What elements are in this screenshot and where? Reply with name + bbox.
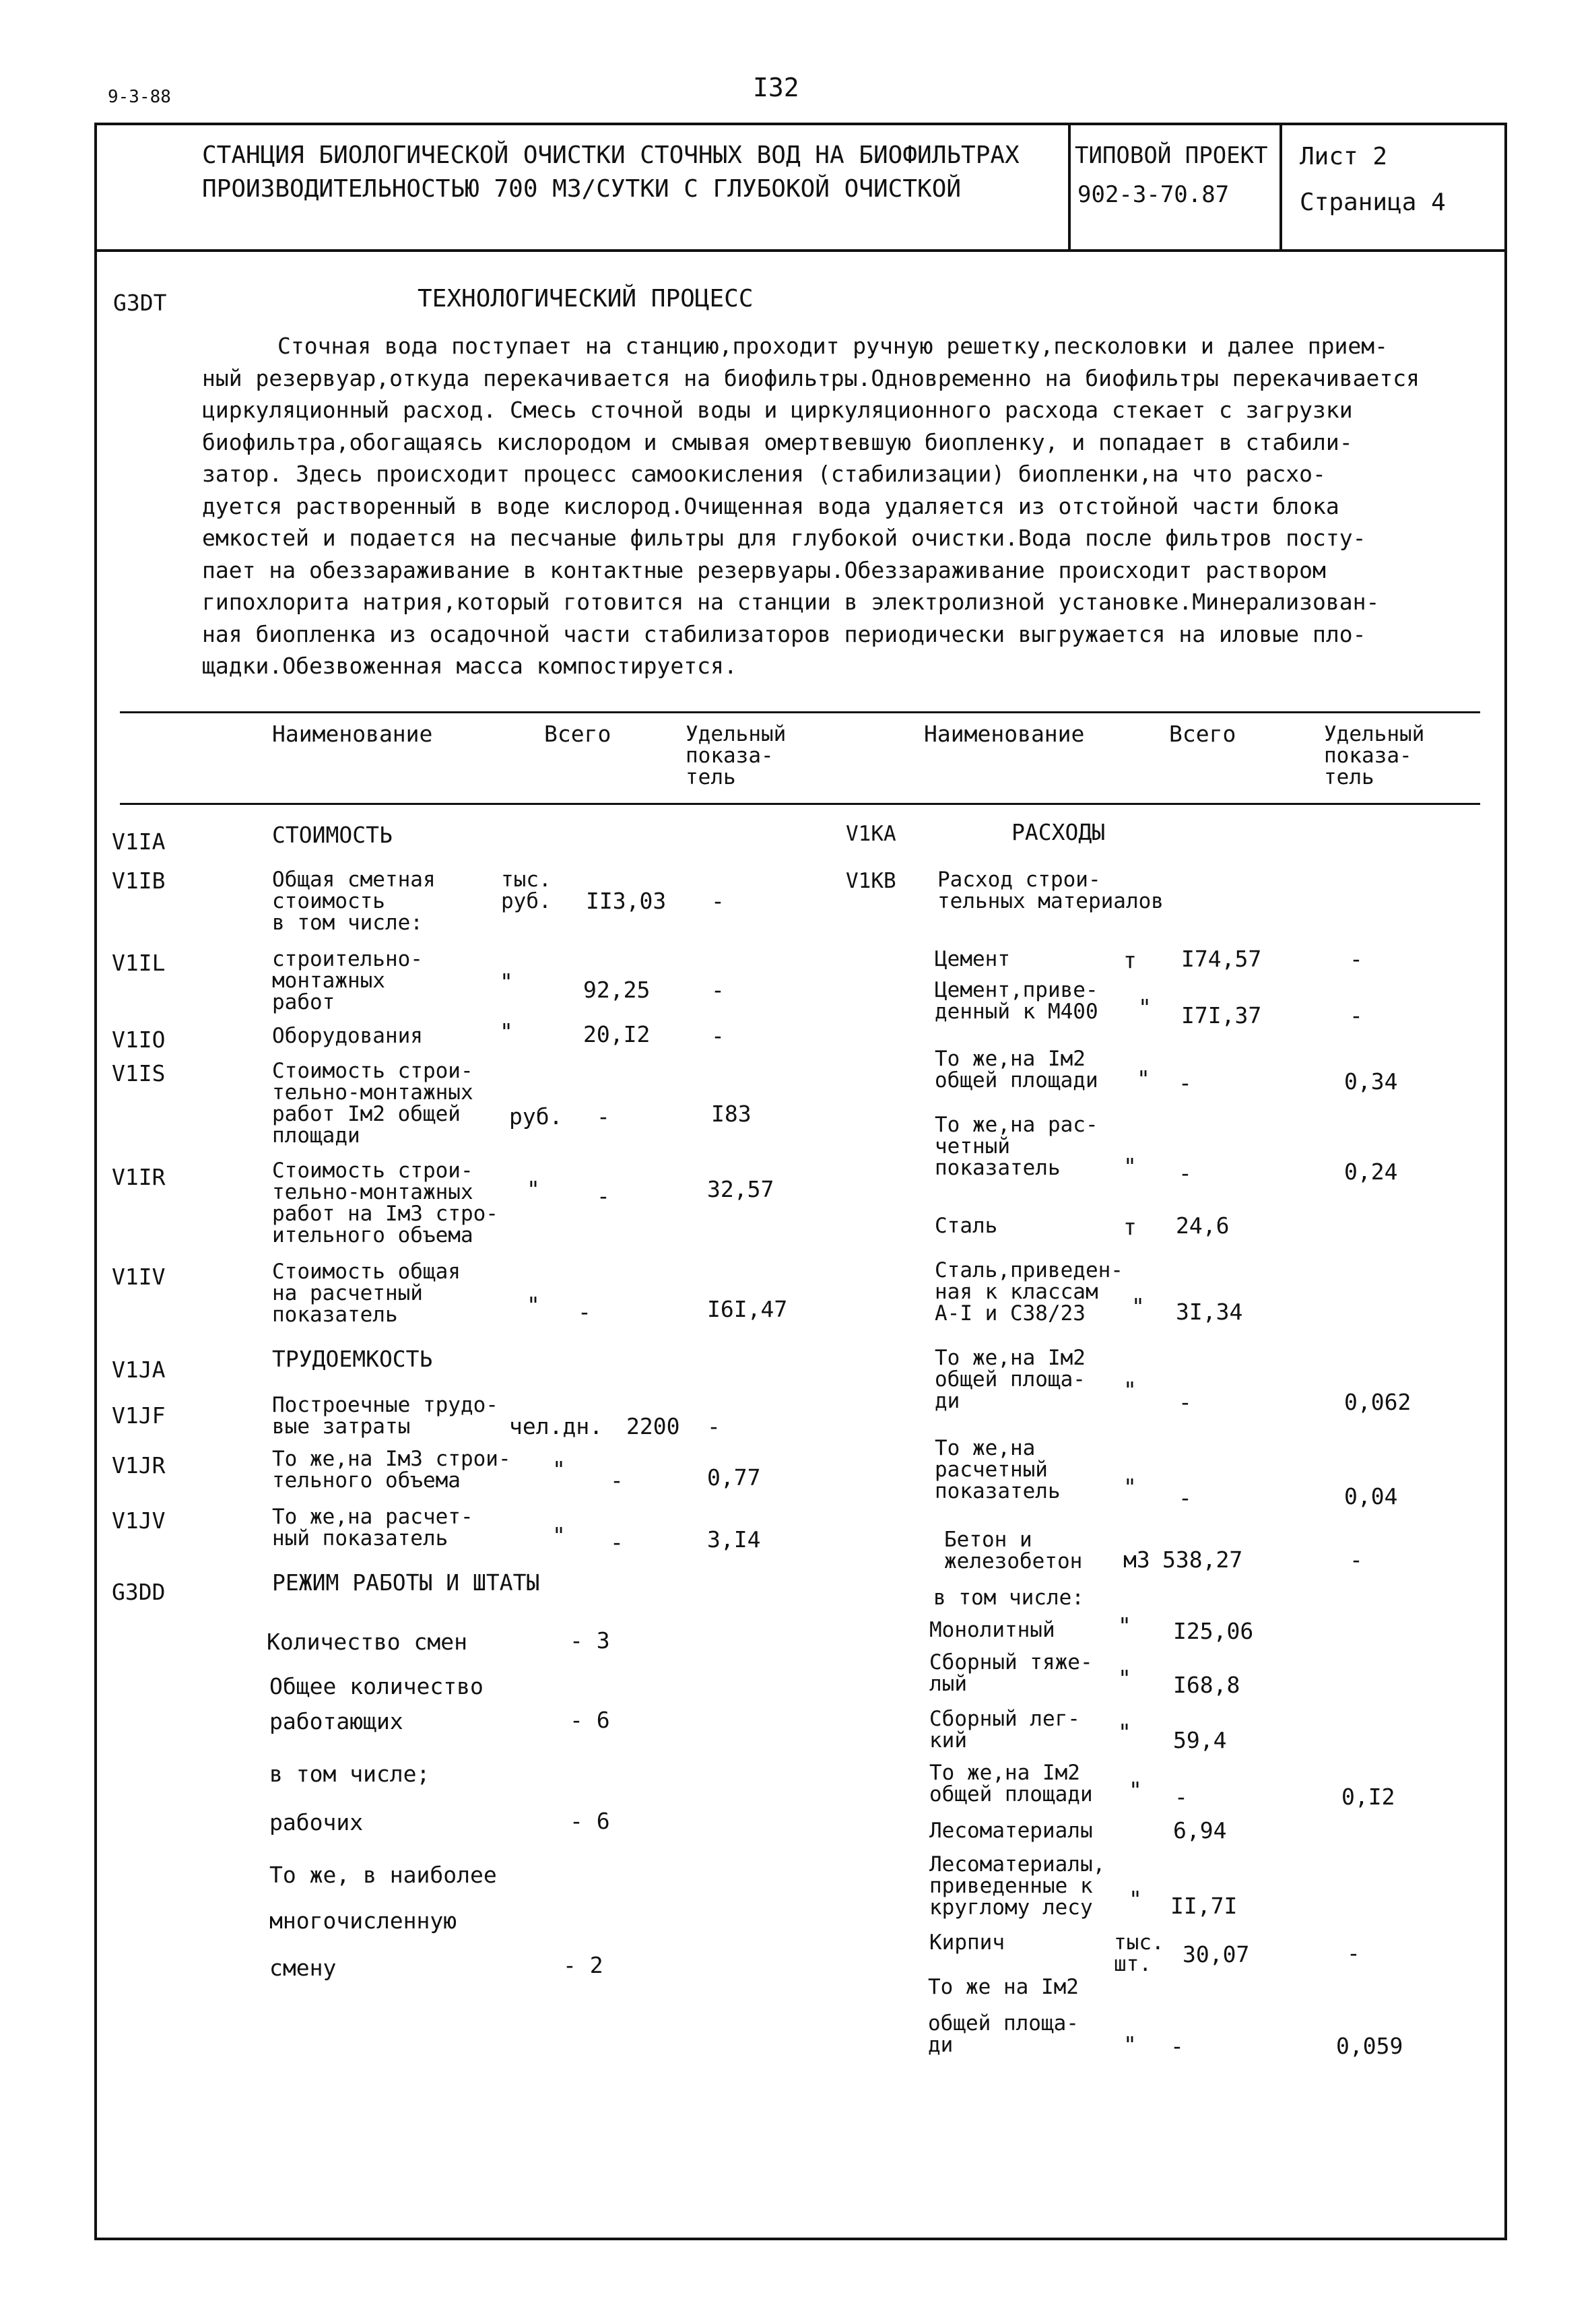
row-code: V1IV (112, 1264, 166, 1290)
staff-value: - 6 (570, 1808, 610, 1834)
staff-value: - 3 (570, 1627, 610, 1654)
staff-value: - 6 (570, 1707, 610, 1733)
row-name: Лесоматериалы, приведенные к круглому лесу (929, 1852, 1106, 1920)
row-total: I7I,37 (1181, 1002, 1262, 1029)
row-name: То же на Iм2 (928, 1975, 1079, 1999)
row-unit: " (1137, 1066, 1150, 1092)
section-code: G3DT (113, 290, 167, 316)
row-total: II3,03 (586, 888, 667, 914)
row-unit: " (1123, 1474, 1137, 1500)
process-description (202, 330, 1502, 682)
row-unit: " (1138, 994, 1152, 1020)
page-number: I32 (753, 73, 799, 102)
row-code: V1IA (112, 828, 166, 855)
row-name: Кирпич (929, 1930, 1005, 1955)
row-total: 59,4 (1173, 1727, 1227, 1753)
row-total: - (1178, 1389, 1192, 1415)
row-name: Оборудования (272, 1024, 423, 1048)
row-total: - (578, 1299, 591, 1325)
row-specific: 0,04 (1344, 1483, 1398, 1509)
row-unit: чел.дн. (509, 1413, 603, 1439)
row-code: V1JA (112, 1357, 166, 1383)
col-header-specific-right: Удельный показа- тель (1324, 722, 1425, 789)
row-unit: " (552, 1456, 566, 1483)
section-title: ТЕХНОЛОГИЧЕСКИЙ ПРОЦЕСС (418, 285, 754, 313)
row-specific: - (1350, 1002, 1363, 1029)
project-number: 902-3-70.87 (1077, 181, 1230, 208)
row-unit: м3 (1123, 1547, 1150, 1573)
row-name: То же,на Iм2 общей площа- ди (935, 1346, 1086, 1413)
row-total: 30,07 (1183, 1941, 1250, 1967)
row-specific: 3,I4 (707, 1526, 761, 1553)
row-name: То же,на Iм2 общей площади (929, 1761, 1093, 1807)
header-title-line1: СТАНЦИЯ БИОЛОГИЧЕСКОЙ ОЧИСТКИ СТОЧНЫХ ВОД НА БИОФИЛЬТРАХ (202, 141, 1020, 169)
row-specific: 0,I2 (1341, 1784, 1395, 1810)
row-specific: 0,77 (707, 1464, 761, 1491)
row-total: - (1178, 1070, 1192, 1096)
staff-label: рабочих (269, 1809, 364, 1835)
page-label: Страница 4 (1300, 189, 1446, 216)
group-heading-cost: СТОИМОСТЬ (272, 822, 393, 848)
row-code: V1JF (112, 1402, 166, 1429)
paragraph-line: емкостей и подается на песчаные фильтры для глубокой очистки.Вода после фильтров посту- (202, 525, 1366, 551)
row-code: V1KA (846, 822, 896, 846)
row-unit: " (1123, 2031, 1137, 2058)
row-unit: " (500, 969, 513, 995)
row-unit: " (1118, 1719, 1131, 1745)
paragraph-line: ная биопленка из осадочной части стабилизаторов периодически выгружается на иловые пло- (202, 620, 1366, 647)
row-total: II,7I (1170, 1893, 1238, 1919)
paragraph-line: дуется растворенный в воде кислород.Очищенная вода удаляется из отстойной части блока (202, 492, 1339, 519)
row-total: - (597, 1103, 610, 1130)
row-code: V1IS (112, 1060, 166, 1086)
row-name: строительно- монтажных работ (272, 947, 423, 1014)
row-unit: тыс. руб. (501, 868, 552, 913)
row-total: 3I,34 (1176, 1299, 1243, 1325)
row-name: Цемент,приве- денный к М400 (935, 978, 1098, 1024)
row-total: - (597, 1183, 610, 1209)
row-total: 92,25 (583, 977, 651, 1003)
row-name: Стоимость строи- тельно-монтажных работ на Iм3 стро- ительного объема (272, 1159, 498, 1247)
row-specific: - (1350, 1547, 1363, 1573)
row-code: V1IO (112, 1027, 166, 1053)
row-total: - (610, 1467, 624, 1493)
row-name: Общая сметная стоимость в том числе: (272, 868, 436, 935)
row-total: - (1178, 1485, 1192, 1511)
row-specific: - (1350, 946, 1363, 972)
paragraph-line: щадки.Обезвоженная масса компостируется. (202, 653, 737, 679)
row-unit: т (1123, 1214, 1137, 1240)
col-header-total-right: Всего (1169, 721, 1236, 747)
paragraph-line: ный резервуар,откуда перекачивается на биофильтры.Одновременно на биофильтры перекачивается (202, 364, 1420, 391)
row-specific: - (711, 1022, 725, 1049)
row-total: - (610, 1529, 624, 1555)
row-specific: - (707, 1413, 721, 1439)
paragraph-line: гипохлорита натрия,который готовится на станции в электролизной установке.Минерализован- (202, 589, 1380, 615)
row-total: 538,27 (1162, 1547, 1243, 1573)
paragraph-line: затор. Здесь происходит процесс самоокисления (стабилизации) биопленки,на что расхо- (202, 461, 1326, 487)
sheet-number: Лист 2 (1300, 143, 1388, 170)
row-specific: - (711, 977, 725, 1003)
row-specific: 32,57 (707, 1176, 774, 1202)
row-name: Сталь,приведен- ная к классам А-I и С38/23 (935, 1258, 1123, 1326)
group-heading-staff: РЕЖИМ РАБОТЫ И ШТАТЫ (272, 1569, 540, 1596)
row-name: Стоимость строи- тельно-монтажных работ Iм2 общей площади (272, 1059, 473, 1148)
paragraph-line: Сточная вода поступает на станцию,проходит ручную решетку,песколовки и далее прием- (277, 333, 1389, 359)
row-name: в том числе: (933, 1586, 1084, 1610)
row-name: Цемент (935, 947, 1010, 971)
staff-label: То же, в наиболее (269, 1862, 497, 1888)
row-total: - (1170, 2033, 1184, 2059)
row-name: Сборный тяже- лый (929, 1650, 1093, 1696)
header-divider-2 (1279, 123, 1282, 251)
row-name: Лесоматериалы (929, 1819, 1093, 1843)
row-unit: " (1129, 1777, 1142, 1803)
row-unit: " (527, 1176, 540, 1202)
row-name: общей площа- ди (928, 2011, 1079, 2057)
row-total: I25,06 (1173, 1618, 1254, 1644)
col-header-total-left: Всего (544, 721, 611, 747)
row-total: 2200 (626, 1413, 680, 1439)
row-specific: 0,059 (1336, 2033, 1403, 2059)
row-code: V1JV (112, 1507, 166, 1534)
row-name: Сборный лег- кий (929, 1707, 1080, 1753)
row-unit: руб. (509, 1103, 563, 1130)
row-code: V1JR (112, 1452, 166, 1478)
row-name: Монолитный (929, 1618, 1055, 1642)
row-name: То же,на Iм3 строи- тельного объема (272, 1447, 511, 1493)
row-name: То же,на расчетный показатель (935, 1436, 1061, 1503)
row-specific: I6I,47 (707, 1296, 788, 1322)
table-header-rule (120, 803, 1480, 805)
row-specific: - (711, 888, 725, 914)
row-unit: " (1123, 1153, 1137, 1179)
row-unit: " (527, 1292, 540, 1318)
row-unit: " (1131, 1293, 1145, 1320)
row-code: V1IL (112, 950, 166, 976)
doc-code: 9-3-88 (108, 87, 171, 107)
row-total: I74,57 (1181, 946, 1262, 972)
staff-label: смену (269, 1955, 337, 1981)
row-name: Бетон и железобетон (944, 1528, 1083, 1573)
row-unit: " (552, 1522, 566, 1549)
row-total: 6,94 (1173, 1817, 1227, 1844)
col-header-name-right: Наименование (924, 721, 1085, 747)
row-name: То же,на Iм2 общей площади (935, 1047, 1098, 1093)
row-specific: I83 (711, 1101, 752, 1127)
row-unit: " (1118, 1665, 1131, 1691)
header-title-line2: ПРОИЗВОДИТЕЛЬНОСТЬЮ 700 М3/СУТКИ С ГЛУБОКОЙ ОЧИСТКОЙ (202, 175, 962, 203)
staff-label: многочисленную (269, 1908, 457, 1934)
paragraph-line: циркуляционный расход. Смесь сточной воды и циркуляционного расхода стекает с загрузки (202, 397, 1353, 423)
row-unit: " (500, 1018, 513, 1045)
row-name: То же,на расчет- ный показатель (272, 1505, 473, 1551)
row-unit: " (1118, 1613, 1131, 1639)
group-heading-expenses: РАСХОДЫ (1011, 819, 1106, 845)
row-total: I68,8 (1173, 1672, 1240, 1698)
row-unit: тыс. шт. (1114, 1930, 1164, 1976)
col-header-name-left: Наименование (272, 721, 433, 747)
staff-label: в том числе; (269, 1761, 430, 1787)
staff-label: Количество смен (267, 1629, 468, 1655)
group-heading-labor: ТРУДОЕМКОСТЬ (272, 1346, 433, 1372)
col-header-specific-left: Удельный показа- тель (686, 722, 787, 789)
row-total: 20,I2 (583, 1021, 651, 1047)
row-total: 24,6 (1176, 1212, 1230, 1239)
row-name: Построечные трудо- вые затраты (272, 1393, 498, 1439)
paragraph-line: пает на обеззараживание в контактные резервуары.Обеззараживание происходит раствором (202, 556, 1326, 583)
row-code: V1IB (112, 868, 166, 894)
header-divider-1 (1068, 123, 1071, 251)
row-name: Стоимость общая на расчетный показатель (272, 1260, 461, 1327)
row-specific: 0,062 (1344, 1389, 1411, 1415)
row-specific: 0,34 (1344, 1068, 1398, 1095)
paragraph-line: биофильтра,обогащаясь кислородом и смывая омертвевшую биопленку, и попадает в стабили- (202, 428, 1353, 455)
table-top-rule (120, 711, 1480, 713)
staff-value: - 2 (563, 1952, 603, 1978)
row-unit: т (1123, 947, 1137, 973)
row-code: V1IR (112, 1164, 166, 1190)
row-specific: 0,24 (1344, 1159, 1398, 1185)
row-total: - (1178, 1160, 1192, 1186)
row-code: V1KB (846, 869, 896, 893)
row-unit: " (1123, 1377, 1137, 1403)
header-bottom-rule (94, 249, 1507, 252)
row-name: То же,на рас- четный показатель (935, 1113, 1098, 1180)
row-name: Сталь (935, 1214, 998, 1238)
project-label: ТИПОВОЙ ПРОЕКТ (1075, 142, 1268, 169)
staff-label: работающих (269, 1708, 403, 1734)
row-unit: " (1129, 1886, 1142, 1912)
staff-label: Общее количество (269, 1673, 484, 1699)
row-name: Расход строи- тельных материалов (937, 868, 1164, 913)
row-code: G3DD (112, 1579, 166, 1605)
row-specific: - (1347, 1940, 1360, 1966)
row-total: - (1174, 1784, 1188, 1810)
